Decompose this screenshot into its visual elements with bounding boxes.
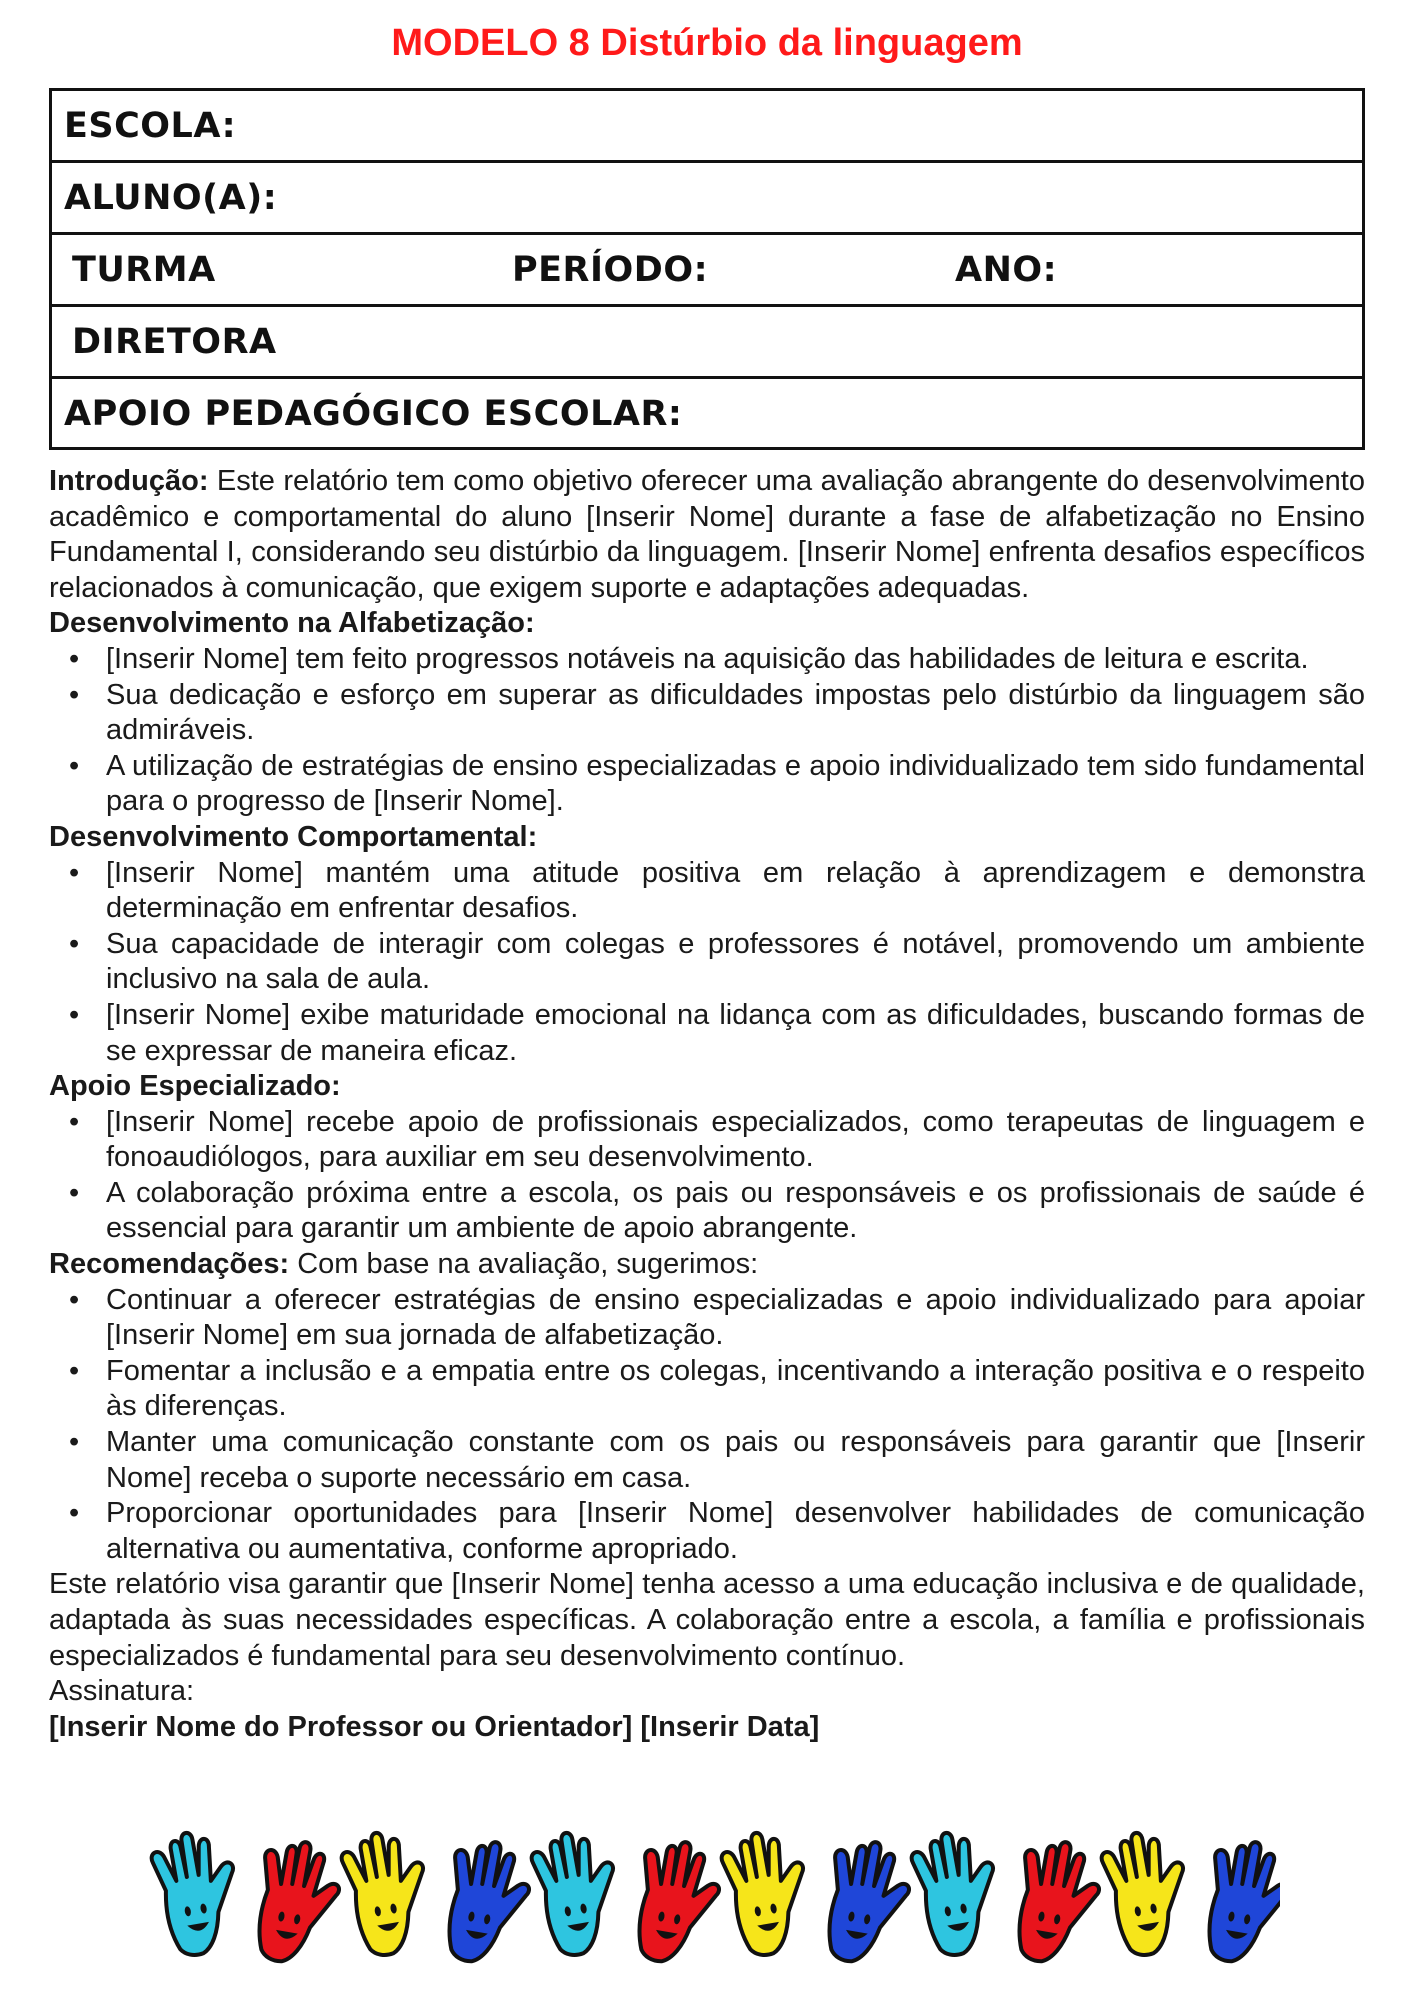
smiling-hand-icon — [338, 1830, 437, 1960]
periodo-label: PERÍODO: — [512, 250, 709, 290]
smiling-hand-icon — [628, 1836, 727, 1970]
smiling-hand-icon — [148, 1830, 247, 1960]
list-item: • Fomentar a inclusão e a empatia entre os colegas, incentivando a interação positiva e o respeito às diferenças. — [49, 1354, 1365, 1425]
list-item: • A colaboração próxima entre a escola, os pais ou responsáveis e os profissionais de saúde é essencial para garantir um ambiente de apoio abrangente. — [49, 1176, 1365, 1247]
apoio-label: APOIO PEDAGÓGICO ESCOLAR: — [64, 394, 683, 434]
recomendacoes-list — [49, 1283, 1365, 1568]
ano-label: ANO: — [955, 250, 1058, 290]
recomendacoes-label: Recomendações: — [49, 1248, 290, 1281]
list-item: • Manter uma comunicação constante com os pais ou responsáveis para garantir que [Inserir Nome] receba o suporte necessário em casa. — [49, 1425, 1365, 1496]
smiling-hand-icon — [438, 1836, 537, 1970]
comportamental-list — [49, 856, 1365, 1070]
alfabetizacao-list — [49, 642, 1365, 820]
apoio-especializado-list — [49, 1105, 1365, 1247]
form-row-escola[interactable] — [52, 91, 1362, 163]
turma-label: TURMA — [72, 250, 216, 290]
student-info-form — [49, 88, 1365, 450]
smiling-hand-icon — [818, 1836, 917, 1970]
form-row-apoio[interactable] — [52, 379, 1362, 450]
comportamental-heading: Desenvolvimento Comportamental: — [49, 820, 538, 853]
smiling-hand-icon — [1098, 1830, 1197, 1960]
alfabetizacao-heading: Desenvolvimento na Alfabetização: — [49, 607, 535, 640]
list-item: • Sua dedicação e esforço em superar as dificuldades impostas pelo distúrbio da linguagem são admiráveis. — [49, 678, 1365, 749]
smiling-hand-icon — [1198, 1836, 1280, 1970]
conclusion-paragraph: Este relatório visa garantir que [Inserir Nome] tenha acesso a uma educação inclusiva e de qualidade, adaptada às suas necessidades específicas. A colaboração entre a escola, a família e profissionais especializados é fundamental para seu desenvolvimento contínuo. — [49, 1568, 1365, 1672]
page-title: MODELO 8 Distúrbio da linguagem — [391, 22, 1023, 64]
list-item: • [Inserir Nome] mantém uma atitude positiva em relação à aprendizagem e demonstra determinação em enfrentar desafios. — [49, 856, 1365, 927]
intro-paragraph — [49, 464, 1365, 606]
list-item: • [Inserir Nome] exibe maturidade emocional na lidança com as dificuldades, buscando formas de se expressar de maneira eficaz. — [49, 998, 1365, 1069]
list-item: • Proporcionar oportunidades para [Inserir Nome] desenvolver habilidades de comunicação alternativa ou aumentativa, conforme apropriado. — [49, 1496, 1365, 1567]
signature-placeholder: [Inserir Nome do Professor ou Orientador] [Inserir Data] — [49, 1710, 820, 1743]
form-row-aluno[interactable] — [52, 163, 1362, 235]
signature-name — [49, 1710, 1365, 1746]
smiling-hand-icon — [248, 1836, 347, 1970]
form-row-turma[interactable] — [52, 235, 1362, 307]
smiling-hand-icon — [528, 1830, 627, 1960]
list-item: • Continuar a oferecer estratégias de ensino especializadas e apoio individualizado para apoiar [Inserir Nome] em sua jornada de alfabetização. — [49, 1283, 1365, 1354]
smiling-hand-icon — [1008, 1836, 1107, 1970]
signature-label: Assinatura: — [49, 1675, 195, 1708]
diretora-label: DIRETORA — [72, 322, 277, 362]
hands-decoration — [140, 1830, 1280, 1970]
form-row-diretora[interactable] — [52, 307, 1362, 379]
list-item: • A utilização de estratégias de ensino especializadas e apoio individualizado tem sido fundamental para o progresso de [Inserir Nome]. — [49, 749, 1365, 820]
escola-label: ESCOLA: — [64, 106, 237, 146]
list-item: • [Inserir Nome] tem feito progressos notáveis na aquisição das habilidades de leitura e escrita. — [49, 642, 1365, 678]
apoio-especializado-heading: Apoio Especializado: — [49, 1070, 341, 1103]
recomendacoes-text: Com base na avaliação, sugerimos: — [289, 1248, 759, 1281]
smiling-hand-icon — [718, 1830, 817, 1960]
list-item: • [Inserir Nome] recebe apoio de profissionais especializados, como terapeutas de linguagem e fonoaudiólogos, para auxiliar em seu desenvolvimento. — [49, 1105, 1365, 1176]
recomendacoes-intro — [49, 1247, 1365, 1283]
intro-text: Este relatório tem como objetivo oferecer uma avaliação abrangente do desenvolvimento acadêmico e comportamental do aluno [Inserir Nome] durante a fase de alfabetização no Ensino Fundamental I, considerando seu distúrbio da linguagem. [Inserir Nome] enfrenta desafios específicos relacionados à comunicação, que exigem suporte e adaptações adequadas. — [49, 465, 1365, 604]
list-item: • Sua capacidade de interagir com colegas e professores é notável, promovendo um ambiente inclusivo na sala de aula. — [49, 927, 1365, 998]
intro-label: Introdução: — [49, 465, 209, 497]
smiling-hand-icon — [908, 1830, 1007, 1960]
report-body — [49, 464, 1365, 1745]
aluno-label: ALUNO(A): — [64, 178, 278, 218]
